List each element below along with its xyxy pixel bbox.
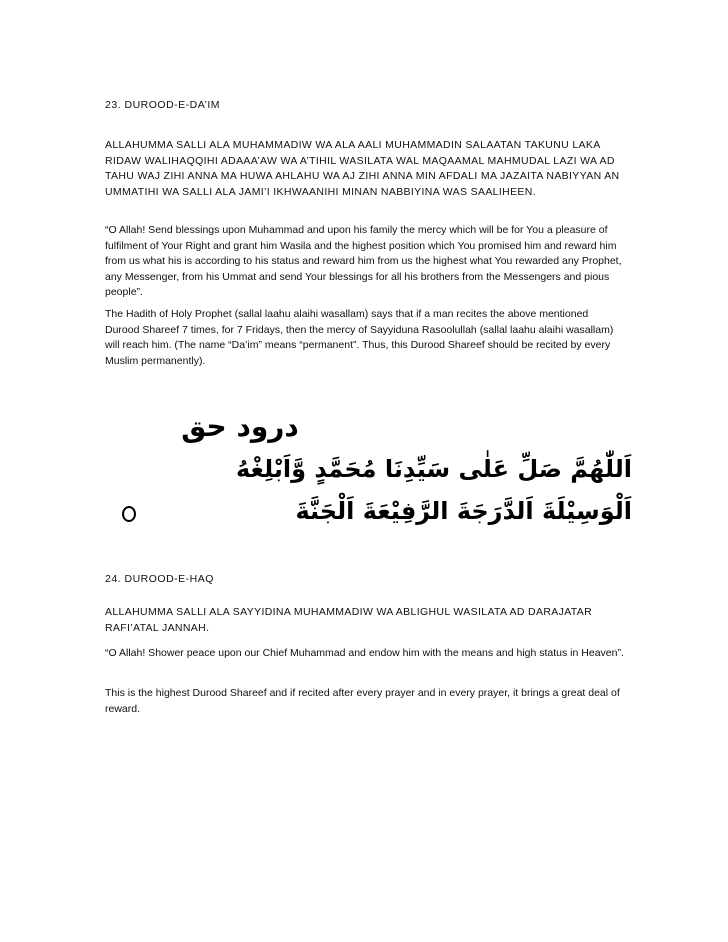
section-24-transliteration: ALLAHUMMA SALLI ALA SAYYIDINA MUHAMMADIW WA ABLIGHUL WASILATA AD DARAJATAR RAFI’ATAL JANNAH. [105, 606, 593, 634]
section-24-note: This is the highest Durood Shareef and if recited after every prayer and in every prayer, it brings a great deal of reward. [105, 687, 620, 715]
arabic-calligraphy-line-2: اَلْوَسِيْلَةَ اَلدَّرَجَةَ الرَّفِيْعَةَ اَلْجَنَّةَ [295, 497, 632, 525]
section-23-translation: “O Allah! Send blessings upon Muhammad and upon his family the mercy which will be for You a pleasure of fulfilment of Your Right and grant him Wasila and the highest position which You promised him and reward him from us what his is according to his status and reward him from us the highest what You rewarded any Prophet, any Messenger, from his Ummat and send Your blessings for all his brothers from the Messengers and pious people”. [105, 224, 622, 298]
section-24-heading: 24. DUROOD-E-HAQ [105, 573, 214, 585]
section-23-transliteration: ALLAHUMMA SALLI ALA MUHAMMADIW WA ALA AALI MUHAMMADIN SALAATAN TAKUNU LAKA RIDAW WALIHAQQIHI ADAAA’AW WA A’TIHIL WASILATA WAL MAQAAMAL MAHMUDAL LAZI WA AD TAHU WAJ ZIHI ANNA MA HUWA AHLAHU WA AJ ZIHI ANNA MIN AFDALI MA JAZAITA NABIYYAN AN UMMATIHI WA SALLI ALA JAMI’I IKHWAANIHI MINAN NABBIYINA WAS SAALIHEEN. [105, 139, 620, 198]
section-23-note: The Hadith of Holy Prophet (sallal laahu alaihi wasallam) says that if a man recites the above mentioned Durood Shareef 7 times, for 7 Fridays, then the mercy of Sayyiduna Rasoolullah (sallal laahu alaihi wasallam) will reach him. (The name “Da’im” means “permanent”. Thus, this Durood Shareef should be recited by every Muslim permanently). [105, 308, 614, 367]
section-23-heading: 23. DUROOD-E-DA’IM [105, 99, 220, 111]
section-24-translation: “O Allah! Shower peace upon our Chief Muhammad and endow him with the means and high status in Heaven”. [105, 647, 624, 659]
arabic-calligraphy-line-1: اَللّٰهُمَّ صَلِّ عَلٰى سَيِّدِنَا مُحَمَّدٍ وَّاَبْلِغْهُ [235, 455, 632, 483]
arabic-calligraphy-title: درود حق [181, 410, 299, 443]
verse-end-circle-icon [122, 506, 136, 522]
